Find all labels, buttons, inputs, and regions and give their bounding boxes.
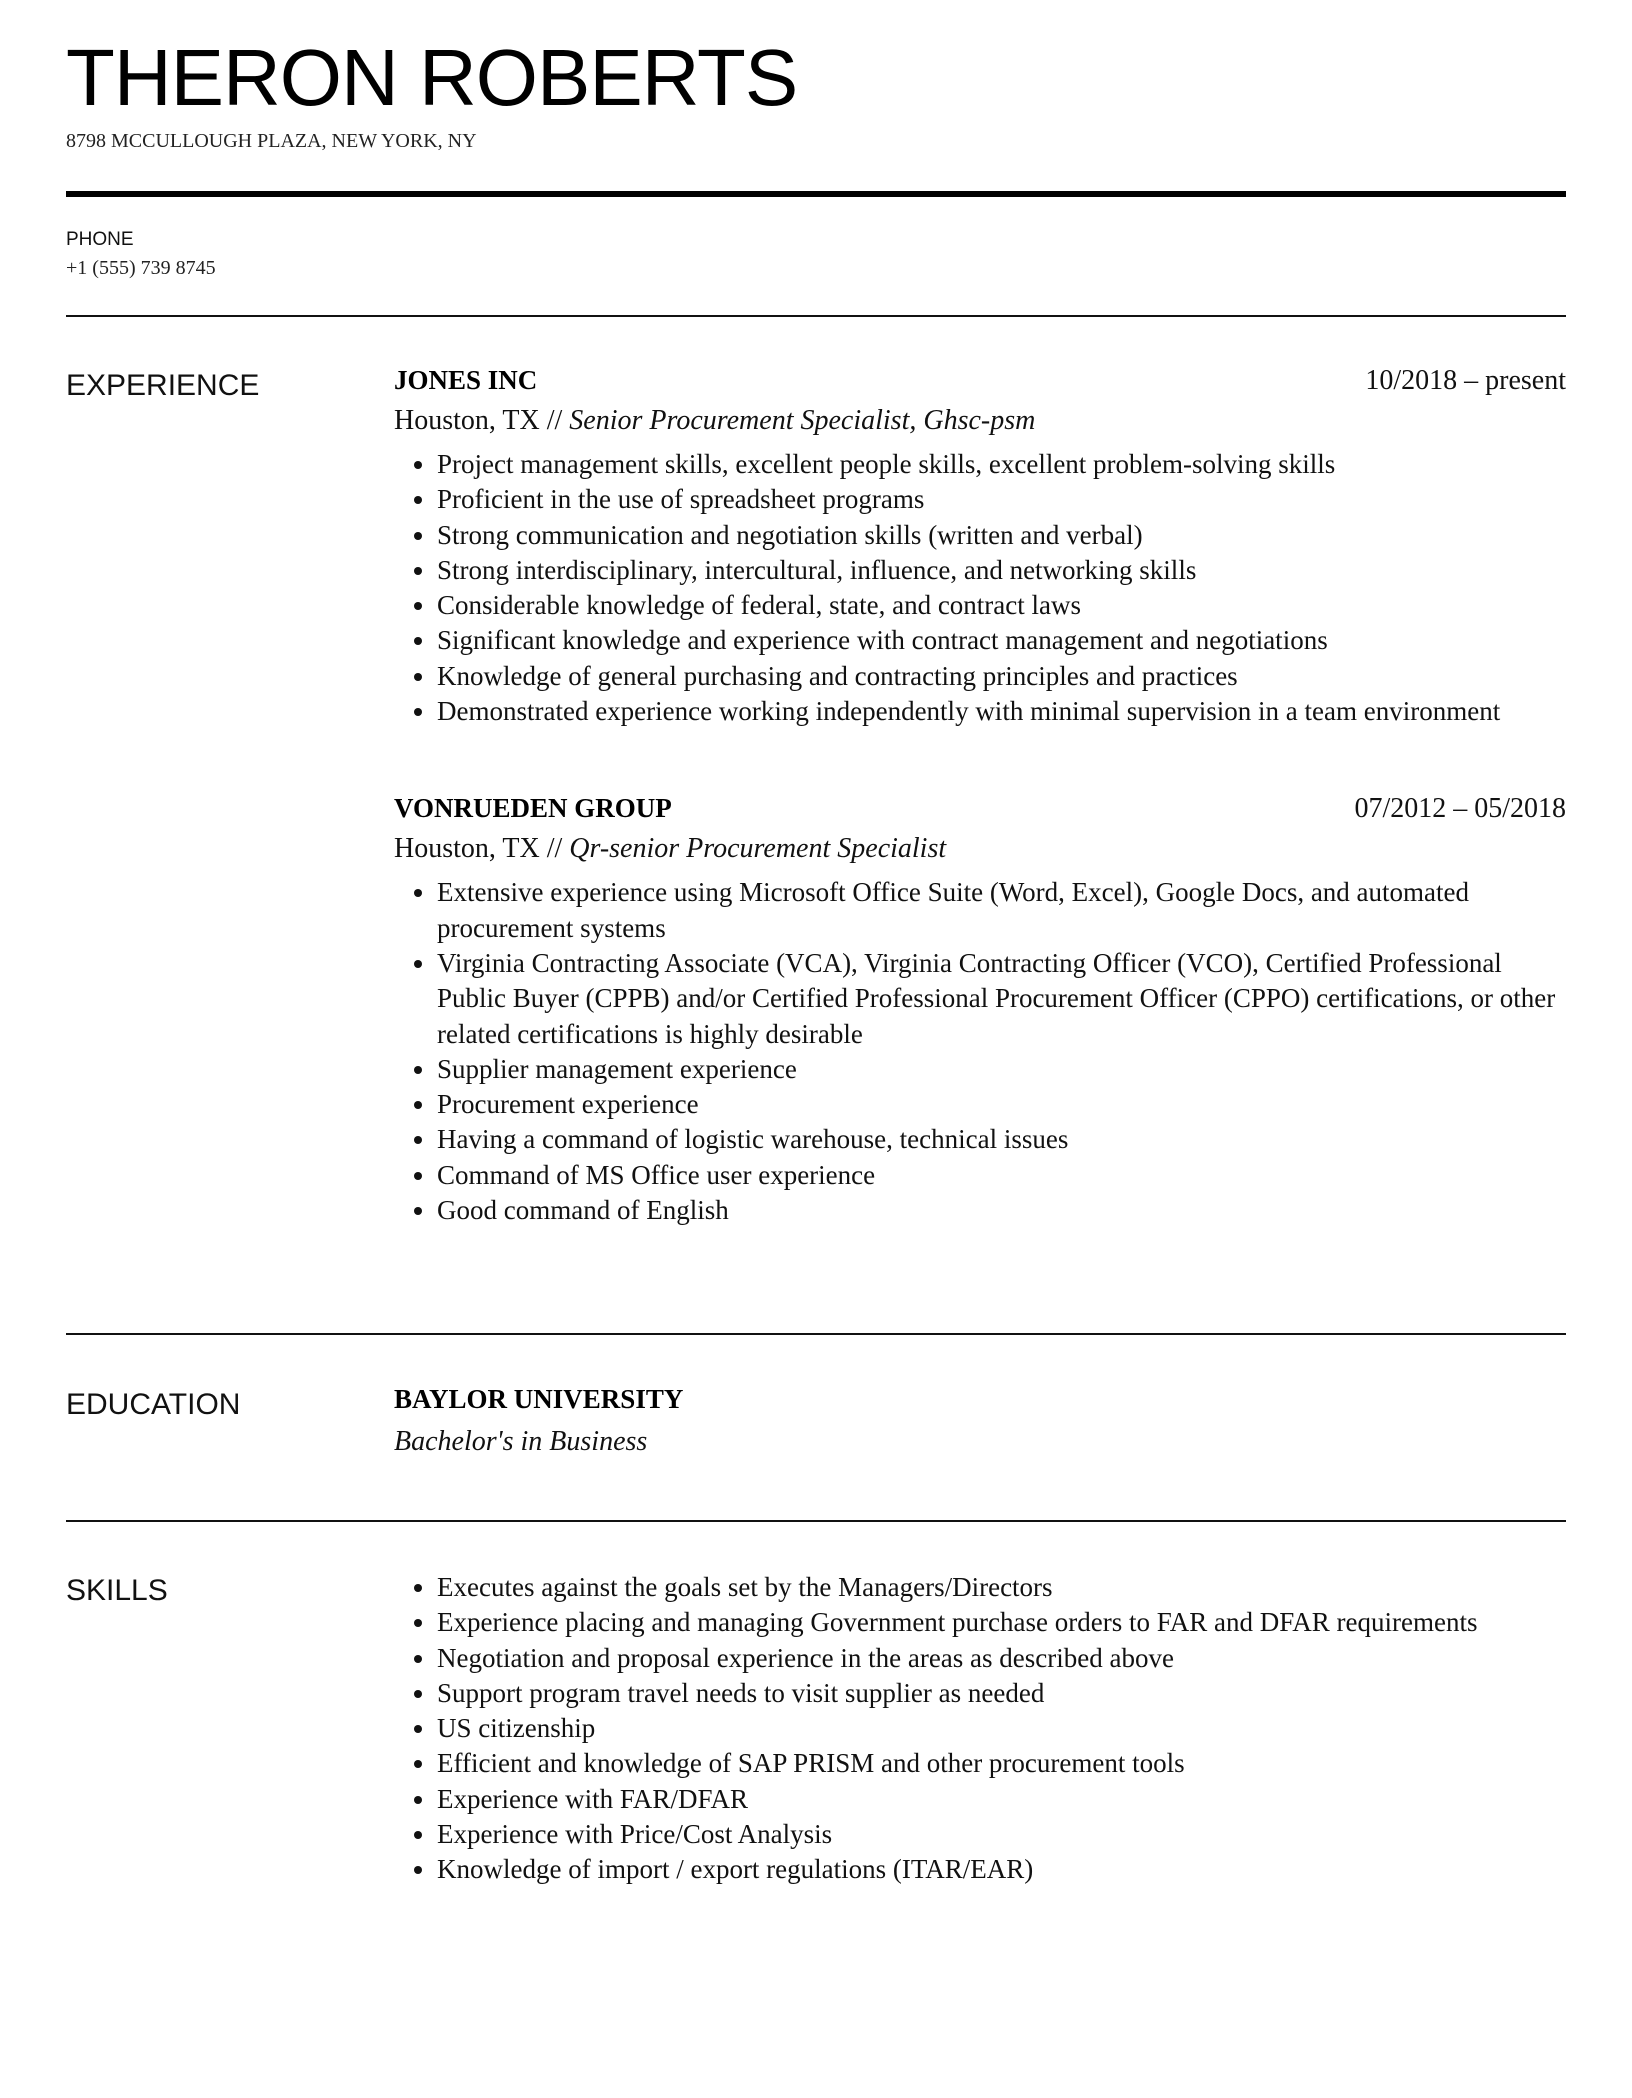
list-item: • Knowledge of general purchasing and contracting principles and practices bbox=[437, 659, 1566, 694]
list-item: • Experience with Price/Cost Analysis bbox=[437, 1817, 1566, 1852]
job-entry bbox=[394, 365, 1566, 729]
list-item: • Strong interdisciplinary, intercultural, influence, and networking skills bbox=[437, 553, 1566, 588]
section-divider bbox=[66, 1520, 1566, 1522]
section-divider bbox=[66, 1333, 1566, 1335]
list-item: • Knowledge of import / export regulations (ITAR/EAR) bbox=[437, 1852, 1566, 1887]
phone-label: PHONE bbox=[66, 229, 134, 250]
job-location: Houston, TX bbox=[394, 405, 540, 436]
list-item: • Virginia Contracting Associate (VCA), Virginia Contracting Officer (VCO), Certified Professional Public Buyer (CPPB) and/or Certified Professional Procurement Officer (CPPO) certifications, or other related certifications is highly desirable bbox=[437, 946, 1566, 1052]
list-item: • US citizenship bbox=[437, 1711, 1566, 1746]
list-item: • Proficient in the use of spreadsheet programs bbox=[437, 482, 1566, 517]
job-bullets bbox=[394, 447, 1566, 729]
list-item: • Project management skills, excellent people skills, excellent problem-solving skills bbox=[437, 447, 1566, 482]
job-dates: 07/2012 – 05/2018 bbox=[1354, 793, 1566, 825]
job-location-role bbox=[394, 405, 1566, 437]
list-item: • Procurement experience bbox=[437, 1087, 1566, 1122]
section-title-education: EDUCATION bbox=[66, 1388, 241, 1421]
section-title-experience: EXPERIENCE bbox=[66, 369, 260, 402]
list-item: • Supplier management experience bbox=[437, 1052, 1566, 1087]
list-item: • Experience placing and managing Government purchase orders to FAR and DFAR requirements bbox=[437, 1605, 1566, 1640]
list-item: • Good command of English bbox=[437, 1193, 1566, 1228]
job-dates: 10/2018 – present bbox=[1365, 365, 1566, 396]
experience-section bbox=[66, 365, 1566, 1325]
job-location: Houston, TX bbox=[394, 833, 540, 865]
education-section bbox=[66, 1384, 1566, 1484]
candidate-name: THERON ROBERTS bbox=[66, 33, 798, 122]
section-title-skills: SKILLS bbox=[66, 1574, 168, 1607]
job-role: Senior Procurement Specialist, Ghsc-psm bbox=[569, 405, 1036, 436]
skills-section bbox=[66, 1570, 1566, 1930]
list-item: • Efficient and knowledge of SAP PRISM and other procurement tools bbox=[437, 1746, 1566, 1781]
school-name: BAYLOR UNIVERSITY bbox=[394, 1384, 684, 1414]
list-item: • Extensive experience using Microsoft Office Suite (Word, Excel), Google Docs, and automated procurement systems bbox=[437, 875, 1566, 946]
list-item: • Demonstrated experience working independently with minimal supervision in a team environment bbox=[437, 694, 1566, 729]
list-item: • Having a command of logistic warehouse, technical issues bbox=[437, 1122, 1566, 1157]
skills-column bbox=[394, 1570, 1566, 1888]
list-item: • Significant knowledge and experience with contract management and negotiations bbox=[437, 623, 1566, 658]
job-separator: // bbox=[546, 405, 563, 436]
education-column bbox=[394, 1384, 1566, 1458]
list-item: • Support program travel needs to visit supplier as needed bbox=[437, 1676, 1566, 1711]
job-entry bbox=[394, 793, 1566, 1228]
list-item: • Experience with FAR/DFAR bbox=[437, 1782, 1566, 1817]
experience-column bbox=[394, 365, 1566, 1228]
list-item: • Negotiation and proposal experience in the areas as described above bbox=[437, 1641, 1566, 1676]
candidate-address: 8798 MCCULLOUGH PLAZA, NEW YORK, NY bbox=[66, 130, 477, 152]
list-item: • Considerable knowledge of federal, state, and contract laws bbox=[437, 588, 1566, 623]
job-location-role bbox=[394, 833, 1566, 865]
resume-page bbox=[66, 0, 1566, 280]
skills-list bbox=[394, 1570, 1566, 1888]
job-company: VONRUEDEN GROUP bbox=[394, 793, 672, 824]
job-separator: // bbox=[546, 833, 563, 865]
degree: Bachelor's in Business bbox=[394, 1426, 648, 1457]
job-company: JONES INC bbox=[394, 365, 538, 395]
job-role: Qr-senior Procurement Specialist bbox=[569, 833, 947, 865]
header-divider bbox=[66, 191, 1566, 197]
list-item: • Strong communication and negotiation skills (written and verbal) bbox=[437, 518, 1566, 553]
list-item: • Executes against the goals set by the Managers/Directors bbox=[437, 1570, 1566, 1605]
section-divider bbox=[66, 315, 1566, 317]
phone-value: +1 (555) 739 8745 bbox=[66, 257, 216, 279]
job-bullets bbox=[394, 875, 1566, 1228]
list-item: • Command of MS Office user experience bbox=[437, 1158, 1566, 1193]
